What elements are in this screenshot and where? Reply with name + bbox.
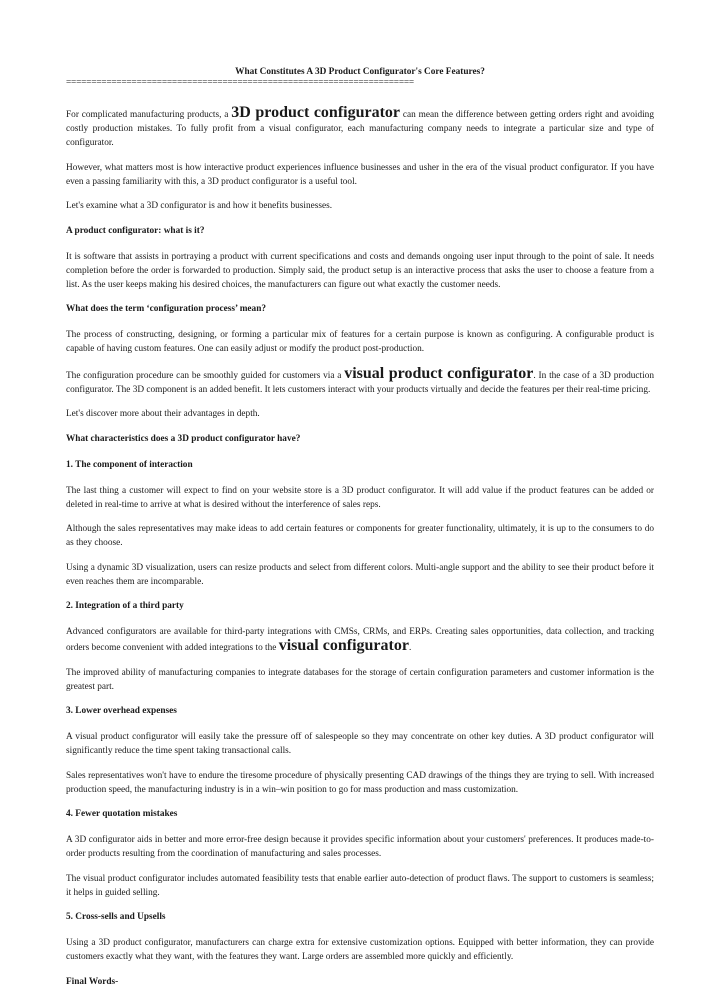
heading-component-of-interaction: 1. The component of interaction xyxy=(66,459,193,470)
heading-third-party-integration: 2. Integration of a third party xyxy=(66,601,184,611)
document-page xyxy=(66,66,654,1001)
link-visual-configurator[interactable]: visual configurator xyxy=(278,637,409,654)
paragraph-5: The process of constructing, designing, or forming a particular mix of features for a certain purpose is known as configuring. A configurable product is capable of having custom features. One can easily adjust or modify the product post-production. xyxy=(66,330,654,354)
heading-characteristics: What characteristics does a 3D product configurator have? xyxy=(66,433,301,444)
paragraph-4: It is software that assists in portraying a product with current specifications and costs and demands ongoing user input through to the point of sale. It needs completion before the order is forwarded to production. Simply said, the product setup is an interactive process that asks the user to choose a feature from a list. As the user keeps making his desired choices, the manufacturers can figure out what exactly the customer needs. xyxy=(66,251,654,290)
paragraph-16: The visual product configurator includes automated feasibility tests that enable earlier auto-detection of product flaws. The support to customers is seamless; it helps in guided selling. xyxy=(66,873,654,898)
heading-fewer-quotation-mistakes: 4. Fewer quotation mistakes xyxy=(66,809,178,819)
paragraph-11 xyxy=(66,625,654,655)
paragraph-6 xyxy=(66,364,654,397)
paragraph-2: However, what matters most is how interactive product experiences influence businesses and usher in the era of the visual product configurator. If you have even a passing familiarity with this, a 3D product configurator is a useful tool. xyxy=(66,162,654,187)
paragraph-6-text-start: The configuration procedure can be smoothly guided for customers via a xyxy=(66,370,345,381)
paragraph-15: A 3D configurator aids in better and more error-free design because it provides specific information about your customers' preferences. It produces made-to-order products resulting from the coordination of manufacturing and sales processes. xyxy=(66,835,654,859)
heading-lower-overhead: 3. Lower overhead expenses xyxy=(66,706,177,716)
paragraph-9: Although the sales representatives may make ideas to add certain features or components for greater functionality, ultimately, it is up to the consumers to do as they choose. xyxy=(66,524,654,548)
paragraph-11-text-end: . xyxy=(408,643,412,653)
intro-paragraph xyxy=(66,106,654,150)
paragraph-7: Let's discover more about their advantages in depth. xyxy=(66,409,260,419)
document-title: What Constitutes A 3D Product Configurator's Core Features? xyxy=(235,67,485,77)
heading-configuration-process: What does the term ‘configuration process’ mean? xyxy=(66,304,267,314)
intro-text-start: For complicated manufacturing products, a xyxy=(66,110,232,120)
paragraph-17: Using a 3D product configurator, manufacturers can charge extra for extensive customization options. Equipped with better information, they can provide customers exactly what they want, with the features they want. Large orders are assembled more quickly and efficiently. xyxy=(66,938,654,962)
link-3d-product-configurator[interactable]: 3D product configurator xyxy=(231,104,401,121)
paragraph-13: A visual product configurator will easily take the pressure off of salespeople so they may concentrate on other key duties. A 3D product configurator will significantly reduce the time spent taking transactional calls. xyxy=(66,732,654,756)
paragraph-3: Let's examine what a 3D configurator is and how it benefits businesses. xyxy=(66,201,333,211)
intro-text-end: can mean the difference between getting orders right and avoiding costly production mistakes. To fully profit from a visual configurator, each manufacturing company needs to integrate a particular size and type of configurator. xyxy=(66,110,654,148)
paragraph-10: Using a dynamic 3D visualization, users can resize products and select from different colors. Multi-angle support and the ability to see their product before it even reaches them are incomparable. xyxy=(66,562,654,587)
title-underline-rule: ===================================================================== xyxy=(66,78,414,88)
heading-final-words: Final Words- xyxy=(66,976,119,987)
paragraph-8: The last thing a customer will expect to find on your website store is a 3D product configurator. It will add value if the product features can be added or deleted in real-time to arrive at what is desired without the interference of sales reps. xyxy=(66,485,654,510)
heading-cross-sells-upsells: 5. Cross-sells and Upsells xyxy=(66,912,166,922)
paragraph-11-text-start: Advanced configurators are available for third-party integrations with CMSs, CRMs, and ERPs. Creating sales opportunities, data collection, and tracking orders become convenient with added integrations to the xyxy=(66,627,654,653)
paragraph-14: Sales representatives won't have to endure the tiresome procedure of physically presenting CAD drawings of the things they are trying to sell. With increased production speed, the manufacturing industry is in a win–win position to go for mass production and mass customization. xyxy=(66,770,654,795)
heading-what-is-it: A product configurator: what is it? xyxy=(66,225,205,236)
link-visual-product-configurator[interactable]: visual product configurator xyxy=(344,364,534,382)
paragraph-12: The improved ability of manufacturing companies to integrate databases for the storage of certain configuration parameters and customer information is the greatest part. xyxy=(66,667,654,692)
paragraph-6-text-end: . In the case of a 3D production configurator. The 3D component is an added benefit. It lets customers interact with your products virtually and decide the features per their real-time pricing. xyxy=(66,370,654,395)
